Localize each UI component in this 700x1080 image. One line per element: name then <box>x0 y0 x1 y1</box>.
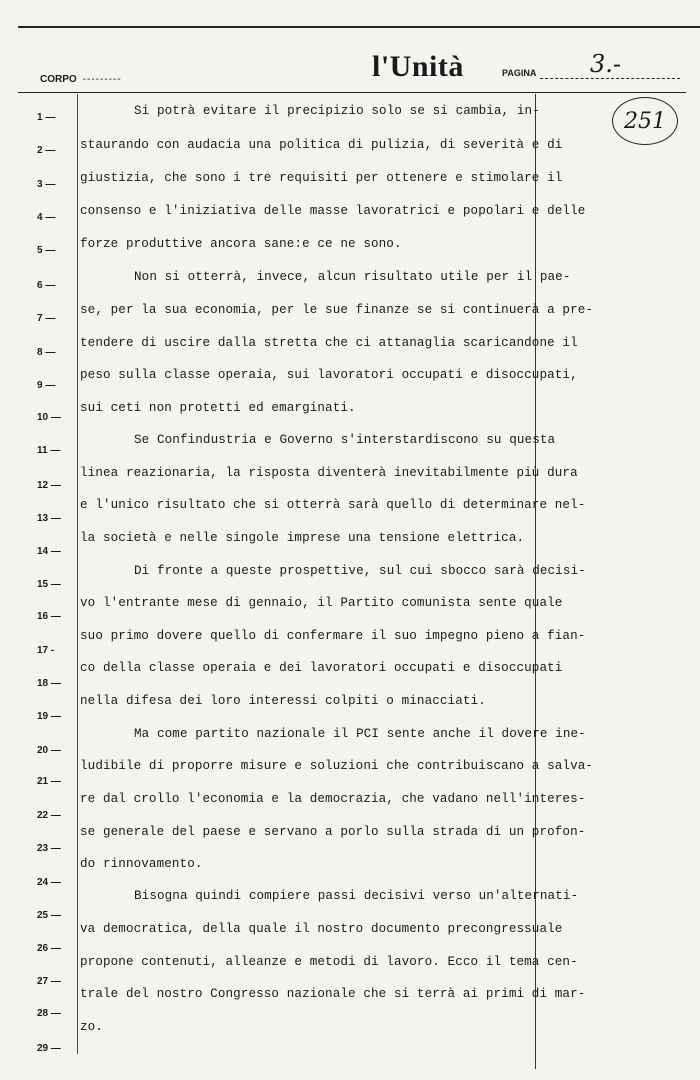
text-line: Si potrà evitare il precipizio solo se si cambia, in- <box>134 104 540 118</box>
text-line: propone contenuti, alleanze e metodi di lavoro. Ecco il tema cen- <box>80 955 578 969</box>
line-number: 23 — <box>37 843 61 854</box>
line-number: 25 — <box>37 910 61 921</box>
text-line: giustizia, che sono i tre requisiti per ottenere e stimolare il <box>80 171 563 185</box>
pagina-dotted-line <box>540 78 680 79</box>
line-number: 2 — <box>37 145 56 156</box>
text-line: se generale del paese e servano a porlo sulla strada di un profon- <box>80 825 586 839</box>
line-number: 15 — <box>37 579 61 590</box>
text-line: suo primo dovere quello di confermare il suo impegno pieno a fian- <box>80 629 586 643</box>
line-number: 19 — <box>37 711 61 722</box>
line-number: 10 — <box>37 412 61 423</box>
text-line: sui ceti non protetti ed emarginati. <box>80 401 356 415</box>
line-number: 17 - <box>37 645 55 656</box>
text-line: zo. <box>80 1020 103 1034</box>
masthead-title: l'Unità <box>372 50 464 83</box>
line-number: 26 — <box>37 943 61 954</box>
text-line: tendere di uscire dalla stretta che ci attanaglia scaricandone il <box>80 336 578 350</box>
line-number: 29 — <box>37 1043 61 1054</box>
line-number: 3 — <box>37 179 56 190</box>
text-line: Non si otterrà, invece, alcun risultato utile per il pae- <box>134 270 571 284</box>
line-number: 9 — <box>37 380 56 391</box>
line-number: 6 — <box>37 280 56 291</box>
line-number: 8 — <box>37 347 56 358</box>
header-rule <box>18 92 686 93</box>
text-line: e l'unico risultato che si otterrà sarà quello di determinare nel- <box>80 498 586 512</box>
text-line: re dal crollo l'economia e la democrazia, che vadano nell'interes- <box>80 792 586 806</box>
text-line: staurando con audacia una politica di pulizia, di severità e di <box>80 138 563 152</box>
text-line: Ma come partito nazionale il PCI sente anche il dovere ine- <box>134 727 586 741</box>
archive-stamp: 251 <box>612 97 678 145</box>
text-line: trale del nostro Congresso nazionale che si terrà ai primi di mar- <box>80 987 586 1001</box>
corpo-field <box>40 74 122 85</box>
line-number: 12 — <box>37 480 61 491</box>
line-number: 7 — <box>37 313 56 324</box>
line-number: 18 — <box>37 678 61 689</box>
text-line: nella difesa dei loro interessi colpiti o minacciati. <box>80 694 486 708</box>
text-line: se, per la sua economia, per le sue finanze se si continuerà a pre- <box>80 303 594 317</box>
text-line: do rinnovamento. <box>80 857 203 871</box>
text-line: peso sulla classe operaia, sui lavoratori occupati e disoccupati, <box>80 368 578 382</box>
line-number: 24 — <box>37 877 61 888</box>
text-line: Di fronte a queste prospettive, sul cui sbocco sarà decisi- <box>134 564 586 578</box>
line-number: 16 — <box>37 611 61 622</box>
text-line: ludibile di proporre misure e soluzioni che contribuiscano a salva- <box>80 759 594 773</box>
top-rule <box>18 26 700 28</box>
line-number: 27 — <box>37 976 61 987</box>
text-line: va democratica, della quale il nostro documento precongressuale <box>80 922 563 936</box>
line-number: 20 — <box>37 745 61 756</box>
pagina-number: 3.- <box>590 50 622 78</box>
text-line: co della classe operaia e dei lavoratori occupati e disoccupati <box>80 661 563 675</box>
corpo-dashes: --------- <box>82 74 122 85</box>
pagina-label: PAGINA <box>502 68 537 78</box>
left-margin-line <box>77 94 78 1054</box>
line-number: 14 — <box>37 546 61 557</box>
text-line: Se Confindustria e Governo s'interstardiscono su questa <box>134 433 556 447</box>
line-number: 21 — <box>37 776 61 787</box>
text-line: la società e nelle singole imprese una tensione elettrica. <box>80 531 525 545</box>
text-line: linea reazionaria, la risposta diventerà inevitabilmente più dura <box>80 466 578 480</box>
text-line: consenso e l'iniziativa delle masse lavoratrici e popolari e delle <box>80 204 586 218</box>
line-number: 13 — <box>37 513 61 524</box>
line-number: 22 — <box>37 810 61 821</box>
corpo-label: CORPO <box>40 74 77 85</box>
line-number: 1 — <box>37 112 56 123</box>
line-number: 5 — <box>37 245 56 256</box>
line-number: 28 — <box>37 1008 61 1019</box>
text-line: forze produttive ancora sane:e ce ne sono. <box>80 237 402 251</box>
line-number: 4 — <box>37 212 56 223</box>
text-line: Bisogna quindi compiere passi decisivi verso un'alternati- <box>134 889 579 903</box>
text-line: vo l'entrante mese di gennaio, il Partito comunista sente quale <box>80 596 563 610</box>
line-number: 11 — <box>37 445 61 456</box>
